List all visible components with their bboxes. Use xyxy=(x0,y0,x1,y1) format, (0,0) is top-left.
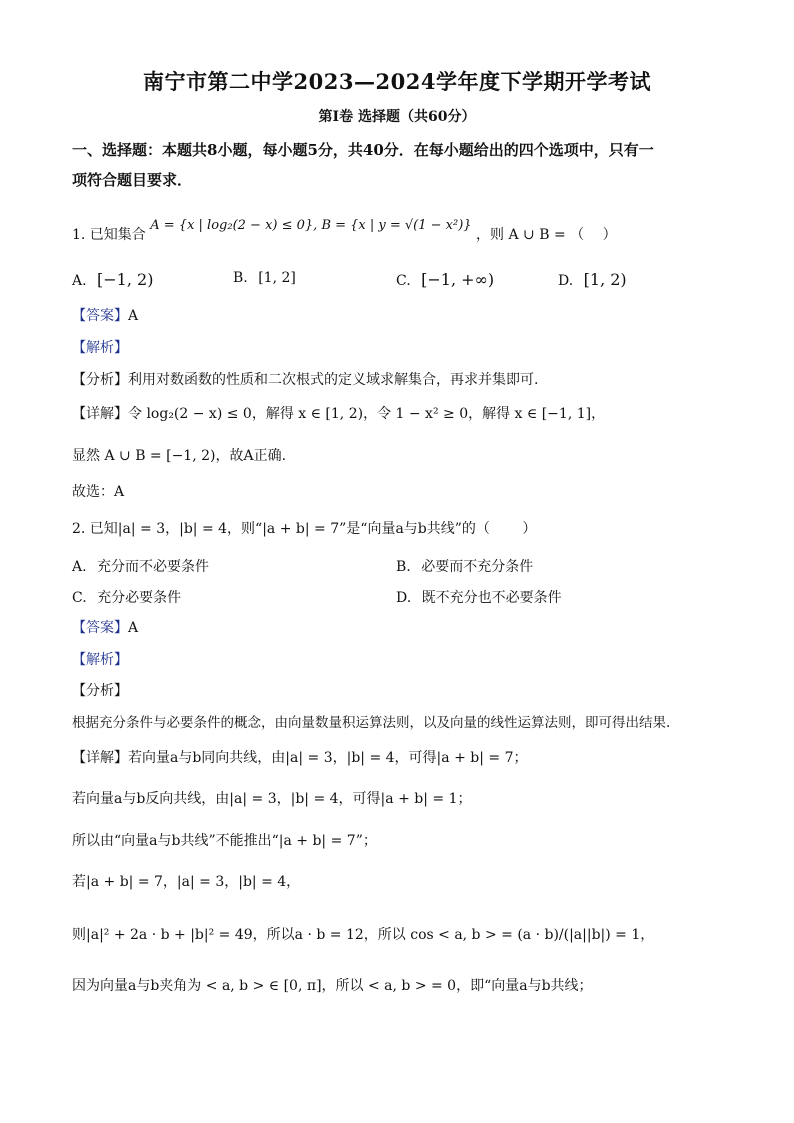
q1-option-a: A. [−1, 2) xyxy=(72,270,154,289)
section-heading-line1: 一、选择题：本题共8小题，每小题5分，共40分．在每小题给出的四个选项中，只有一 xyxy=(72,141,654,159)
q2-stem: 2. 已知|a| = 3，|b| = 4，则“|a + b| = 7”是“向量a与b共线”的（ ） xyxy=(72,521,537,537)
q2-line-5: 则|a|² + 2a · b + |b|² = 49，所以a · b = 12，所以 cos < a, b > = (a · b)/(|a||b|) = 1， xyxy=(72,927,655,943)
q2-line-1: 【详解】若向量a与b同向共线，由|a| = 3，|b| = 4，可得|a + b| = 7； xyxy=(72,750,528,766)
q1-answer: 【答案】A xyxy=(72,308,139,324)
page-title: 南宁市第二中学2023—2024学年度下学期开学考试 xyxy=(143,69,651,94)
page-subtitle: 第Ⅰ卷 选择题（共60分） xyxy=(318,109,476,125)
q1-fenxi: 【分析】利用对数函数的性质和二次根式的定义域求解集合，再求并集即可. xyxy=(72,372,539,388)
q2-fenxi-tag: 【分析】 xyxy=(72,683,128,699)
answer-tag: 【答案】 xyxy=(72,308,128,324)
q1-stem xyxy=(72,218,724,246)
q2-answer: 【答案】A xyxy=(72,620,139,636)
q1-option-d: D. [1, 2) xyxy=(558,270,627,289)
q1-stem-suffix: ，则 A ∪ B = （ ） xyxy=(476,227,617,243)
q1-xiangjie-line1: 【详解】令 log₂(2 − x) ≤ 0，解得 x ∈ [1, 2)，令 1 − x² ≥ 0，解得 x ∈ [−1, 1]， xyxy=(72,406,606,422)
q2-option-d: D. 既不充分也不必要条件 xyxy=(396,590,562,606)
q2-line-2: 若向量a与b反向共线，由|a| = 3，|b| = 4，可得|a + b| = 1； xyxy=(72,791,472,807)
q2-option-b: B. 必要而不充分条件 xyxy=(396,559,534,575)
q2-option-a: A. 充分而不必要条件 xyxy=(72,559,210,575)
q1-choose: 故选：A xyxy=(72,484,125,500)
q1-stem-math: A = {x | log₂(2 − x) ≤ 0}, B = {x | y = √(1 − x²)} xyxy=(150,218,472,233)
q2-line-6: 因为向量a与b夹角为 < a, b > ∈ [0, π]，所以 < a, b > = 0，即“向量a与b共线； xyxy=(72,978,593,994)
q2-analysis-tag: 【解析】 xyxy=(72,652,128,668)
q2-fenxi: 根据充分条件与必要条件的概念，由向量数量积运算法则，以及向量的线性运算法则，即可得出结果. xyxy=(72,715,671,731)
q1-option-c: C. [−1, +∞) xyxy=(396,270,495,289)
q1-analysis-tag: 【解析】 xyxy=(72,340,128,356)
q2-line-3: 所以由“向量a与b共线”不能推出“|a + b| = 7”； xyxy=(72,833,377,849)
q2-option-c: C. 充分必要条件 xyxy=(72,590,182,606)
q1-stem-prefix: 1. 已知集合 xyxy=(72,227,146,243)
section-heading-line2: 项符合题目要求． xyxy=(72,171,193,189)
q2-line-4: 若|a + b| = 7，|a| = 3，|b| = 4， xyxy=(72,874,301,890)
q1-xiangjie-line2: 显然 A ∪ B = [−1, 2)，故A正确. xyxy=(72,448,287,464)
q1-option-b: B. [1, 2] xyxy=(233,270,296,286)
